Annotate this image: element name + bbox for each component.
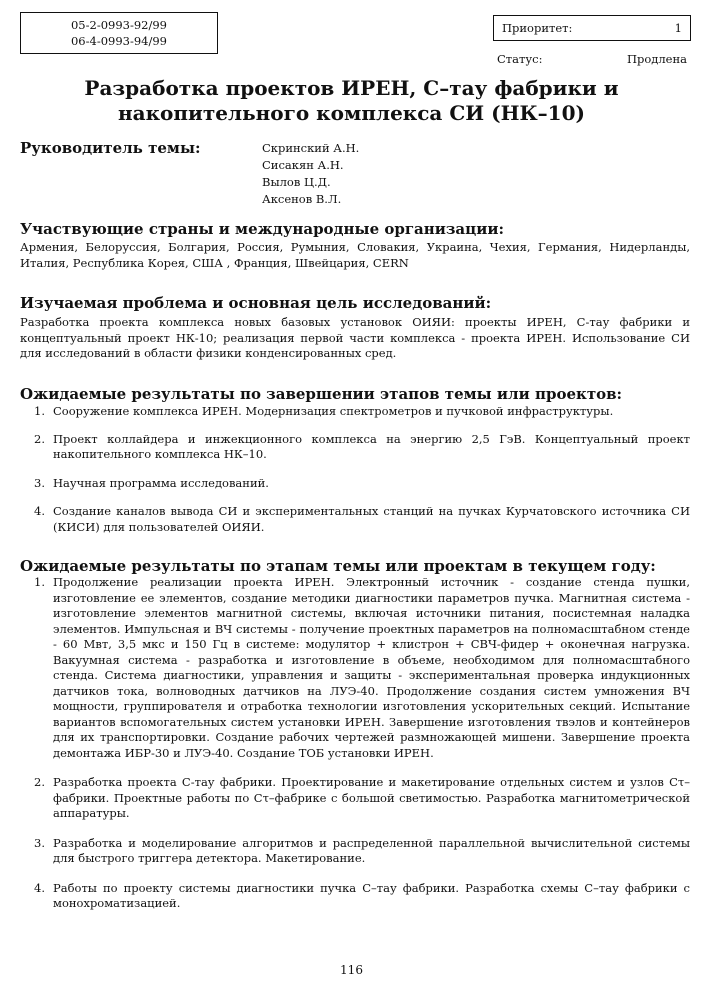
leader-names (262, 140, 359, 208)
leader-name: Аксенов В.Л. (262, 192, 342, 206)
page-number: 116 (340, 963, 363, 977)
status-row (497, 52, 687, 66)
leader-name: Вылов Ц.Д. (262, 175, 331, 189)
item-text: Проект коллайдера и инжекционного комплекса на энергию 2,5 ГэВ. Концептуальный проект накопительного комплекса НК–10. (53, 431, 690, 461)
problem-text: Разработка проекта комплекса новых базовых установок ОИЯИ: проекты ИРЕН, С-тау фабрики и концептуальный проект НК-10; реализация первой части комплекса - проекта ИРЕН. Использование СИ для исследований в области физики конденсированных сред. (20, 315, 690, 360)
leader-name: Сисакян А.Н. (262, 158, 344, 172)
problem-heading: Изучаемая проблема и основная цель исследований: (20, 294, 492, 312)
item-number: 3. (34, 475, 45, 490)
item-number: 1. (34, 404, 45, 418)
results-stages-heading: Ожидаемые результаты по завершении этапов темы или проектов: (20, 385, 623, 403)
item-text: Создание каналов вывода СИ и экспериментальных станций на пучках Курчатовского источника СИ (КИСИ) для пользователей ОИЯИ. (53, 504, 690, 534)
results-year-list (20, 575, 690, 912)
list-item (20, 836, 690, 867)
project-code: 05-2-0993-92/99 (70, 18, 167, 32)
results-year-heading: Ожидаемые результаты по этапам темы или проектам в текущем году: (20, 557, 656, 575)
list-item (20, 575, 690, 761)
leader-name: Скринский А.Н. (262, 141, 360, 155)
status-value: Продлена (626, 52, 687, 66)
project-codes-box (20, 12, 218, 54)
list-item (20, 404, 690, 420)
item-number: 3. (34, 835, 45, 850)
countries-heading: Участвующие страны и международные организации: (20, 220, 505, 238)
document-title: Разработка проектов ИРЕН, С–тау фабрики и накопительного комплекса СИ (НК–10) (84, 76, 619, 125)
priority-box (493, 15, 691, 41)
list-item (20, 775, 690, 822)
item-text: Работы по проекту системы диагностики пучка С–тау фабрики. Разработка схемы С–тау фабрики с монохроматизацией. (53, 880, 690, 910)
priority-value: 1 (674, 21, 682, 35)
countries-text: Армения, Белоруссия, Болгария, Россия, Румыния, Словакия, Украина, Чехия, Германия, Нидерланды, Италия, Республика Корея, США , Франция, Швейцария, CERN (20, 240, 690, 270)
item-number: 1. (34, 575, 45, 589)
list-item (20, 432, 690, 463)
list-item (20, 476, 690, 492)
leader-heading: Руководитель темы: (20, 139, 201, 157)
priority-label: Приоритет: (502, 21, 573, 35)
list-item (20, 881, 690, 912)
item-text: Сооружение комплекса ИРЕН. Модернизация спектрометров и пучковой инфраструктуры. (53, 404, 614, 418)
item-number: 4. (34, 880, 45, 895)
item-number: 4. (34, 504, 45, 518)
item-text: Разработка проекта С-тау фабрики. Проектирование и макетирование отдельных систем и узлов Сτ–фабрики. Проектные работы по Сτ–фабрике с большой светимостью. Разработка магнитометрической аппаратуры. (53, 775, 690, 820)
item-text: Научная программа исследований. (53, 475, 269, 490)
results-stages-list (20, 404, 690, 535)
item-number: 2. (34, 775, 45, 789)
item-number: 2. (34, 431, 45, 446)
item-text: Разработка и моделирование алгоритмов и распределенной параллельной вычислительной системы для быстрого триггера детектора. Макетирование. (53, 835, 690, 865)
list-item (20, 504, 690, 535)
item-text: Продолжение реализации проекта ИРЕН. Электронный источник - создание стенда пушки, изготовление ее элементов, создание методики диагностики параметров пучка. Магнитная система - изготовление элементов магнитной системы, включая источники питания, посистемная наладка элементов. Импульсная и ВЧ системы - получение проектных параметров на полномасштабном стенде - 60 Мвт, 3,5 мкс и 150 Гц в системе: модулятор + клистрон + СВЧ-фидер + оконечная нагрузка. Вакуумная система - разработка и изготовление в объеме, необходимом для полномасштабного стенда. Система диагностики, управления и защиты - экспериментальная проверка индукционных датчиков тока, волноводных датчиков на ЛУЭ-40. Продолжение создания систем умножения ВЧ мощности, группирователя и отработка технологии изготовления ускорительных секций. Испытание вариантов вспомогательных систем установки ИРЕН. Завершение изготовления твэлов и контейнеров для их транспортировки. Создание рабочих чертежей размножающей мишени. Завершение проекта демонтажа ИБР-30 и ЛУЭ-40. Создание ТОБ установки ИРЕН. (53, 575, 690, 760)
project-code: 06-4-0993-94/99 (70, 34, 167, 48)
status-label: Статус: (497, 52, 543, 66)
